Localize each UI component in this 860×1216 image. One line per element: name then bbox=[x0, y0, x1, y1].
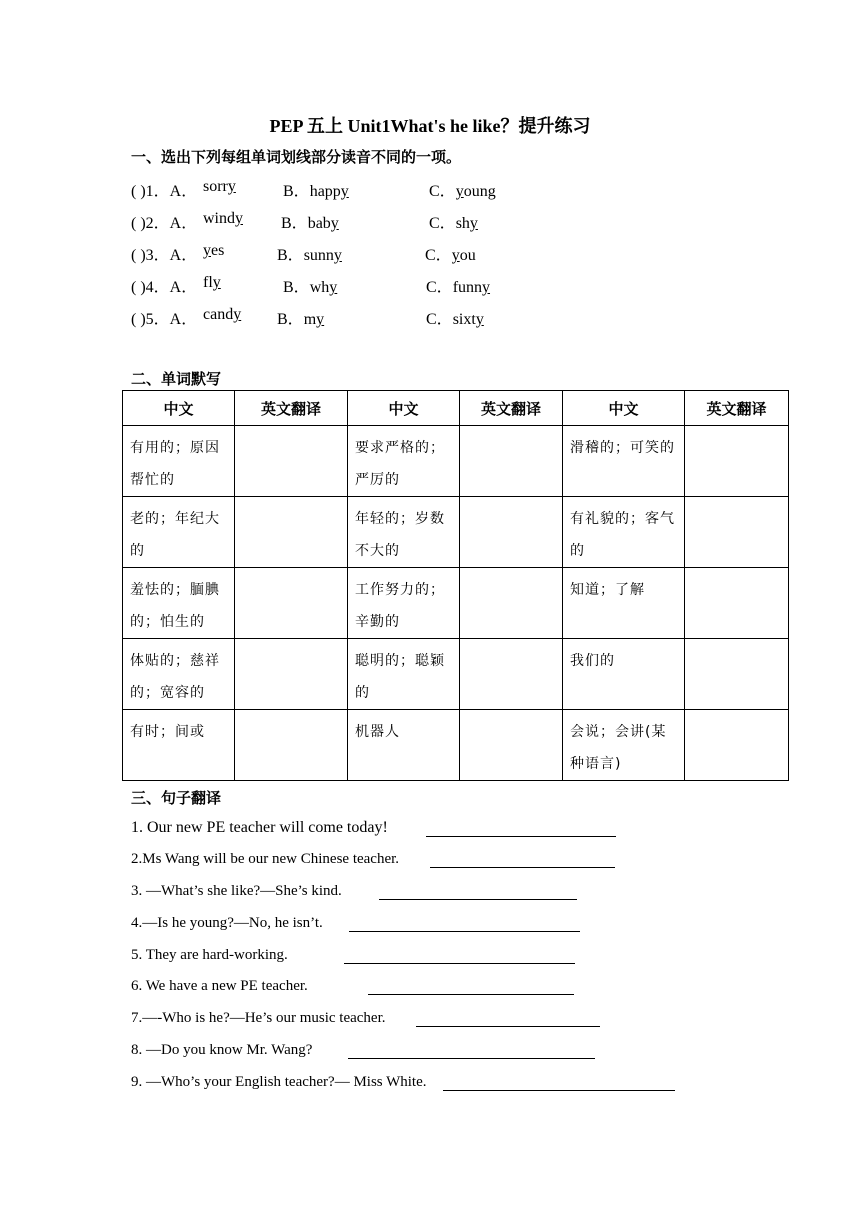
sentence-item: 4.—Is he young?—No, he isn’t. bbox=[131, 915, 323, 931]
column-header: 英文翻译 bbox=[235, 391, 348, 426]
english-answer-cell[interactable] bbox=[235, 426, 348, 497]
column-header: 中文 bbox=[123, 391, 235, 426]
column-header: 中文 bbox=[348, 391, 460, 426]
answer-line[interactable] bbox=[348, 1058, 595, 1059]
question-number: ( )1．A． bbox=[131, 183, 198, 200]
answer-line[interactable] bbox=[349, 931, 580, 932]
chinese-cell: 机器人 bbox=[348, 710, 460, 781]
sentence-item: 1. Our new PE teacher will come today! bbox=[131, 819, 388, 836]
option-c: C．sixty bbox=[426, 311, 484, 328]
table-header-row bbox=[123, 391, 789, 426]
english-answer-cell[interactable] bbox=[460, 639, 563, 710]
chinese-cell: 有用的；原因帮忙的 bbox=[123, 426, 235, 497]
vocabulary-table bbox=[122, 390, 789, 781]
option-a: yes bbox=[203, 242, 225, 259]
option-b: B．why bbox=[283, 279, 338, 296]
english-answer-cell[interactable] bbox=[685, 497, 789, 568]
english-answer-cell[interactable] bbox=[685, 568, 789, 639]
table-row bbox=[123, 497, 789, 568]
chinese-cell: 有礼貌的；客气的 bbox=[563, 497, 685, 568]
chinese-cell: 知道；了解 bbox=[563, 568, 685, 639]
column-header: 英文翻译 bbox=[460, 391, 563, 426]
sentence-item: 9. —Who’s your English teacher?— Miss White. bbox=[131, 1074, 427, 1090]
chinese-cell: 滑稽的；可笑的 bbox=[563, 426, 685, 497]
table-row bbox=[123, 639, 789, 710]
page-title: PEP 五上 Unit1What's he like？提升练习 bbox=[269, 116, 591, 136]
english-answer-cell[interactable] bbox=[685, 710, 789, 781]
option-b: B．happy bbox=[283, 183, 349, 200]
option-a: windy bbox=[203, 210, 243, 227]
english-answer-cell[interactable] bbox=[460, 710, 563, 781]
chinese-cell: 老的；年纪大的 bbox=[123, 497, 235, 568]
sentence-item: 8. —Do you know Mr. Wang? bbox=[131, 1042, 313, 1058]
chinese-cell: 体贴的；慈祥的；宽容的 bbox=[123, 639, 235, 710]
table-row bbox=[123, 710, 789, 781]
answer-line[interactable] bbox=[426, 836, 616, 837]
english-answer-cell[interactable] bbox=[685, 426, 789, 497]
english-answer-cell[interactable] bbox=[235, 710, 348, 781]
sentence-item: 5. They are hard-working. bbox=[131, 947, 288, 963]
section1-heading: 一、选出下列每组单词划线部分读音不同的一项。 bbox=[131, 148, 462, 166]
answer-line[interactable] bbox=[416, 1026, 600, 1027]
option-c: C．young bbox=[429, 183, 496, 200]
english-answer-cell[interactable] bbox=[685, 639, 789, 710]
option-c: C．funny bbox=[426, 279, 491, 296]
option-c: C．shy bbox=[429, 215, 478, 232]
sentence-item: 7.—-Who is he?—He’s our music teacher. bbox=[131, 1010, 386, 1026]
chinese-cell: 有时；间或 bbox=[123, 710, 235, 781]
chinese-cell: 我们的 bbox=[563, 639, 685, 710]
chinese-cell: 工作努力的；辛勤的 bbox=[348, 568, 460, 639]
answer-line[interactable] bbox=[430, 867, 615, 868]
sentence-item: 3. —What’s she like?—She’s kind. bbox=[131, 883, 342, 899]
option-c: C．you bbox=[425, 247, 476, 264]
option-a: fly bbox=[203, 274, 221, 291]
column-header: 英文翻译 bbox=[685, 391, 789, 426]
english-answer-cell[interactable] bbox=[235, 639, 348, 710]
table-row bbox=[123, 568, 789, 639]
english-answer-cell[interactable] bbox=[460, 497, 563, 568]
chinese-cell: 羞怯的；腼腆的；怕生的 bbox=[123, 568, 235, 639]
english-answer-cell[interactable] bbox=[235, 568, 348, 639]
chinese-cell: 会说；会讲(某种语言) bbox=[563, 710, 685, 781]
answer-line[interactable] bbox=[443, 1090, 675, 1091]
chinese-cell: 要求严格的；严厉的 bbox=[348, 426, 460, 497]
answer-line[interactable] bbox=[379, 899, 577, 900]
question-number: ( )3．A． bbox=[131, 247, 198, 264]
option-b: B．my bbox=[277, 311, 325, 328]
table-row bbox=[123, 426, 789, 497]
section3-heading: 三、句子翻译 bbox=[131, 789, 222, 807]
section2-heading: 二、单词默写 bbox=[131, 370, 222, 388]
chinese-cell: 聪明的；聪颖的 bbox=[348, 639, 460, 710]
option-b: B．sunny bbox=[277, 247, 342, 264]
english-answer-cell[interactable] bbox=[460, 426, 563, 497]
option-b: B．baby bbox=[281, 215, 339, 232]
sentence-item: 2.Ms Wang will be our new Chinese teacher. bbox=[131, 851, 400, 867]
sentence-item: 6. We have a new PE teacher. bbox=[131, 978, 308, 994]
question-number: ( )4．A． bbox=[131, 279, 198, 296]
option-a: sorry bbox=[203, 178, 236, 195]
answer-line[interactable] bbox=[344, 963, 575, 964]
question-number: ( )5．A． bbox=[131, 311, 198, 328]
answer-line[interactable] bbox=[368, 994, 574, 995]
option-a: candy bbox=[203, 306, 242, 323]
english-answer-cell[interactable] bbox=[460, 568, 563, 639]
english-answer-cell[interactable] bbox=[235, 497, 348, 568]
chinese-cell: 年轻的；岁数不大的 bbox=[348, 497, 460, 568]
question-number: ( )2．A． bbox=[131, 215, 198, 232]
column-header: 中文 bbox=[563, 391, 685, 426]
